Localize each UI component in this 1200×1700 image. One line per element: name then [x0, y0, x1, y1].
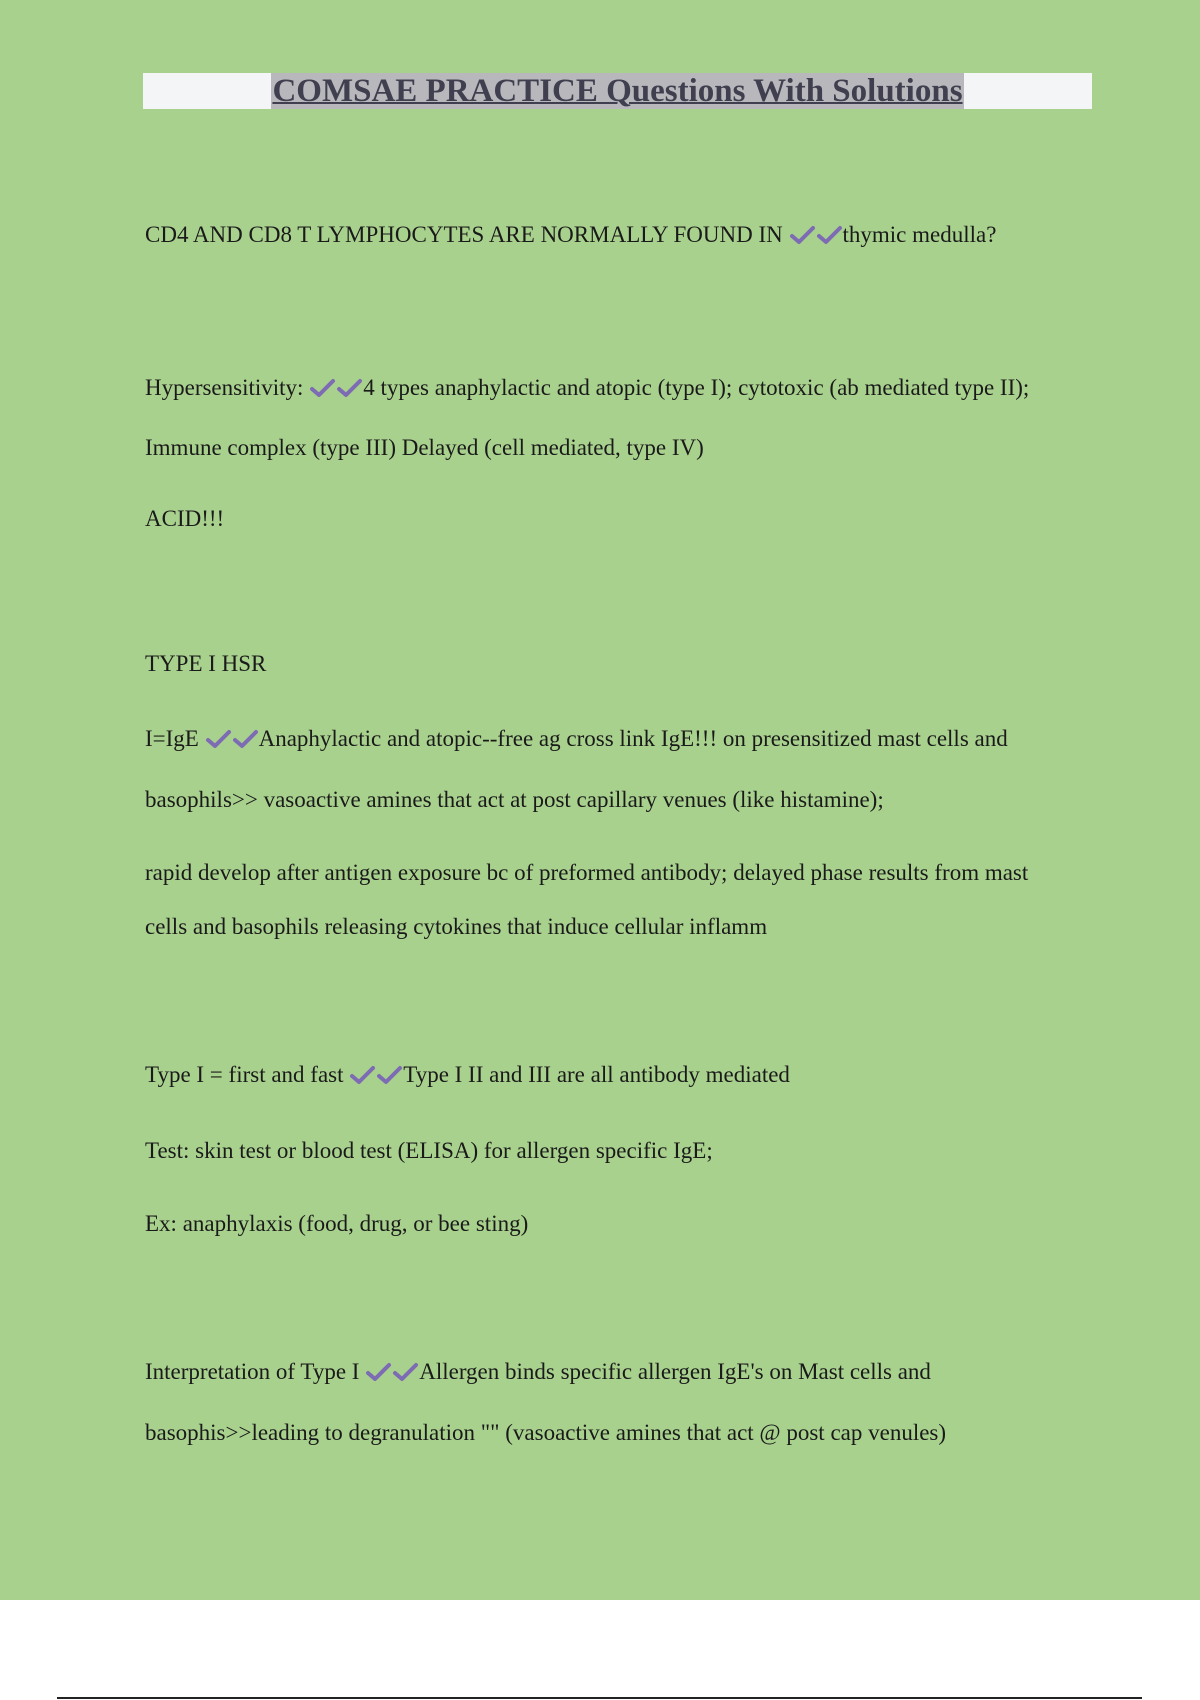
answer-text: thymic medulla?: [842, 222, 997, 247]
document-title: COMSAE PRACTICE Questions With Solutions: [272, 73, 963, 109]
checkmark-icon: [349, 1064, 376, 1086]
checkmark-icon: [789, 224, 816, 246]
answer-line: ACID!!!: [145, 506, 225, 531]
question-line-10: [145, 1061, 790, 1089]
answer-line: Immune complex (type III) Delayed (cell mediated, type IV): [145, 435, 704, 460]
question-line-6: [145, 725, 1008, 753]
checkmark-icon: [392, 1361, 419, 1383]
checkmark-icon: [205, 728, 232, 750]
checkmark-icon: [365, 1361, 392, 1383]
checkmark-icon: [816, 224, 843, 246]
answer-line: cells and basophils releasing cytokines that induce cellular inflamm: [145, 914, 768, 939]
checkmark-icon: [232, 728, 259, 750]
question-line-1: [145, 221, 996, 249]
question-line-13: [145, 1358, 931, 1386]
answer-line: basophils>> vasoactive amines that act at post capillary venues (like histamine);: [145, 787, 884, 812]
answer-text: 4 types anaphylactic and atopic (type I); cytotoxic (ab mediated type II);: [363, 375, 1030, 400]
question-text: Interpretation of Type I: [145, 1359, 360, 1384]
checkmark-icon: [336, 377, 363, 399]
question-text: Type I = first and fast: [145, 1062, 344, 1087]
footer-divider: [57, 1697, 1142, 1699]
answer-line: basophis>>leading to degranulation "" (vasoactive amines that act @ post cap venules): [145, 1420, 947, 1445]
answer-text: Allergen binds specific allergen IgE's on Mast cells and: [419, 1359, 931, 1384]
checkmark-icon: [309, 377, 336, 399]
answer-text: Type I II and III are all antibody mediated: [403, 1062, 790, 1087]
answer-text: Anaphylactic and atopic--free ag cross link IgE!!! on presensitized mast cells and: [258, 726, 1008, 751]
question-text: CD4 AND CD8 T LYMPHOCYTES ARE NORMALLY FOUND IN: [145, 222, 783, 247]
title-bar: [143, 73, 1092, 109]
section-heading: TYPE I HSR: [145, 651, 267, 676]
checkmark-icon: [376, 1064, 403, 1086]
question-line-2: [145, 374, 1029, 402]
answer-line: Test: skin test or blood test (ELISA) for allergen specific IgE;: [145, 1138, 713, 1163]
answer-line: Ex: anaphylaxis (food, drug, or bee sting): [145, 1211, 529, 1236]
question-text: I=IgE: [145, 726, 199, 751]
question-text: Hypersensitivity:: [145, 375, 304, 400]
answer-line: rapid develop after antigen exposure bc of preformed antibody; delayed phase results from mast: [145, 860, 1029, 885]
